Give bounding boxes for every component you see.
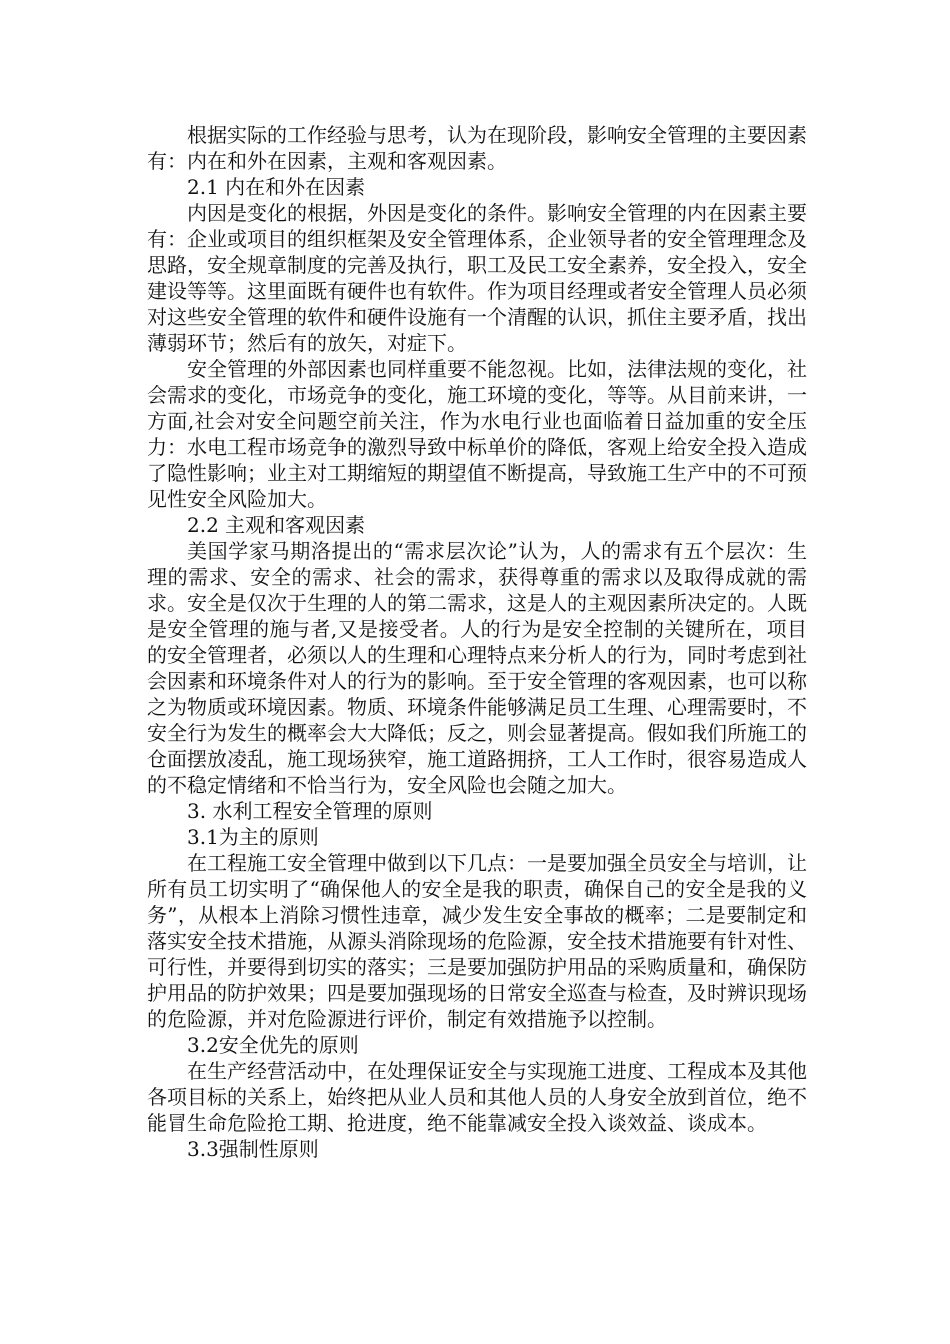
section-heading-3-3: 3.3强制性原则 — [187, 1137, 319, 1161]
paragraph-external-factors: 安全管理的外部因素也同样重要不能忽视。比如，法律法规的变化，社会需求的变化，市场竞争的变化，施工环境的变化，等等。从目前来讲，一方面,社会对安全问题空前关注，作为水电行业也面临着日益加重的安全压力：水电工程市场竞争的激烈导致中标单价的降低，客观上给安全投入造成了隐性影响；业主对工期缩短的期望值不断提高，导致施工生产中的不可预见性安全风险加大。 — [147, 357, 807, 511]
paragraph-safety-priority: 在生产经营活动中，在处理保证安全与实现施工进度、工程成本及其他各项目标的关系上，始终把从业人员和其他人员的人身安全放到首位，绝不能冒生命危险抢工期、抢进度，绝不能靠减安全投入谈效益、谈成本。 — [147, 1059, 807, 1135]
section-heading-3: 3. 水利工程安全管理的原则 — [187, 799, 433, 823]
paragraph-intro: 根据实际的工作经验与思考，认为在现阶段，影响安全管理的主要因素有：内在和外在因素，主观和客观因素。 — [147, 123, 807, 173]
paragraph-prevention-principle: 在工程施工安全管理中做到以下几点：一是要加强全员安全与培训，让所有员工切实明了“确保他人的安全是我的职责，确保自己的安全是我的义务”，从根本上消除习惯性违章，减少发生安全事故的概率；二是要制定和落实安全技术措施，从源头消除现场的危险源，安全技术措施要有针对性、可行性，并要得到切实的落实；三是要加强防护用品的采购质量和，确保防护用品的防护效果；四是要加强现场的日常安全巡查与检查，及时辨识现场的危险源，并对危险源进行评价，制定有效措施予以控制。 — [147, 851, 807, 1031]
section-heading-2-2: 2.2 主观和客观因素 — [187, 513, 366, 537]
section-heading-3-2: 3.2安全优先的原则 — [187, 1033, 359, 1057]
paragraph-subjective-objective: 美国学家马期洛提出的“需求层次论”认为，人的需求有五个层次：生理的需求、安全的需求、社会的需求，获得尊重的需求以及取得成就的需求。安全是仅次于生理的人的第二需求，这是人的主观因素所决定的。人既是安全管理的施与者,又是接受者。人的行为是安全控制的关键所在，项目的安全管理者，必须以人的生理和心理特点来分析人的行为，同时考虑到社会因素和环境条件对人的行为的影响。至于安全管理的客观因素，也可以称之为物质或环境因素。物质、环境条件能够满足员工生理、心理需要时，不安全行为发生的概率会大大降低；反之，则会显著提高。假如我们所施工的仓面摆放凌乱，施工现场狭窄，施工道路拥挤，工人工作时，很容易造成人的不稳定情绪和不恰当行为，安全风险也会随之加大。 — [147, 539, 807, 797]
section-heading-3-1: 3.1为主的原则 — [187, 825, 319, 849]
section-heading-2-1: 2.1 内在和外在因素 — [187, 175, 366, 199]
paragraph-internal-factors: 内因是变化的根据，外因是变化的条件。影响安全管理的内在因素主要有：企业或项目的组织框架及安全管理体系，企业领导者的安全管理理念及思路，安全规章制度的完善及执行，职工及民工安全素养，安全投入，安全建设等等。这里面既有硬件也有软件。作为项目经理或者安全管理人员必须对这些安全管理的软件和硬件设施有一个清醒的认识，抓住主要矛盾，找出薄弱环节；然后有的放矢，对症下。 — [147, 201, 807, 355]
document-body — [147, 122, 807, 1162]
